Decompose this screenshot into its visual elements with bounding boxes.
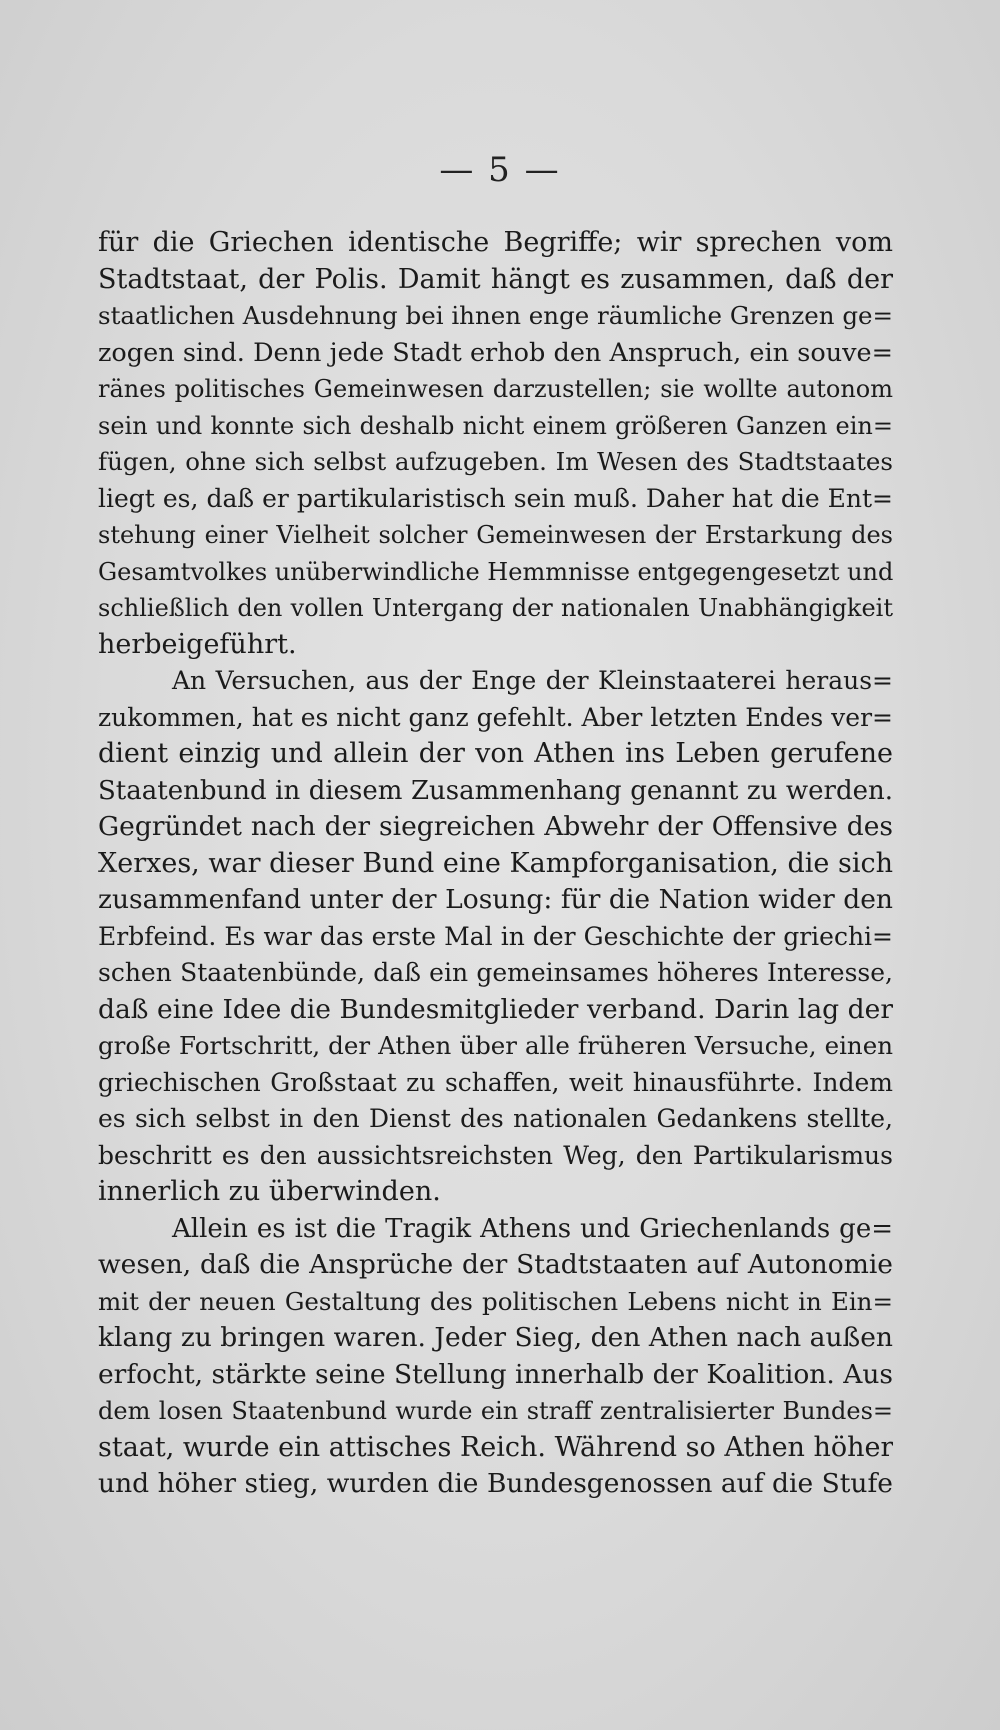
page-number: — 5 —: [439, 150, 561, 190]
text-line: zusammenfand unter der Losung: für die Nation wider den: [98, 884, 893, 915]
text-line: stehung einer Vielheit solcher Gemeinwesen der Erstarkung des: [98, 521, 893, 549]
text-line: staat, wurde ein attisches Reich. Während so Athen höher: [98, 1431, 893, 1463]
text-line: sein und konnte sich deshalb nicht einem größeren Ganzen ein=: [98, 411, 893, 440]
text-line: dem losen Staatenbund wurde ein straff zentralisierter Bundes=: [98, 1397, 893, 1425]
text-line: Allein es ist die Tragik Athens und Griechenlands ge=: [172, 1213, 893, 1244]
text-line: fügen, ohne sich selbst aufzugeben. Im Wesen des Stadtstaates: [98, 447, 893, 476]
text-line: wesen, daß die Ansprüche der Stadtstaaten auf Autonomie: [98, 1249, 893, 1280]
text-line: dient einzig und allein der von Athen ins Leben gerufene: [98, 738, 893, 769]
text-line: daß eine Idee die Bundesmitglieder verband. Darin lag der: [98, 993, 893, 1025]
text-line: Erbfeind. Es war das erste Mal in der Geschichte der griechi=: [98, 921, 893, 951]
text-line: staatlichen Ausdehnung bei ihnen enge räumliche Grenzen ge=: [98, 301, 893, 330]
text-line: liegt es, daß er partikularistisch sein muß. Daher hat die Ent=: [98, 483, 893, 513]
text-line: zukommen, hat es nicht ganz gefehlt. Aber letzten Endes ver=: [98, 702, 893, 732]
text-line: große Fortschritt, der Athen über alle früheren Versuche, einen: [98, 1031, 893, 1060]
text-line: Xerxes, war dieser Bund eine Kampforganisation, die sich: [98, 847, 893, 879]
text-line: innerlich zu überwinden.: [98, 1176, 441, 1207]
text-line: erfocht, stärkte seine Stellung innerhalb der Koalition. Aus: [98, 1358, 893, 1390]
text-line: für die Griechen identische Begriffe; wir sprechen vom: [98, 227, 893, 258]
text-line: herbeigeführt.: [98, 628, 297, 660]
text-line: schen Staatenbünde, daß ein gemeinsames höheres Interesse,: [98, 958, 893, 987]
text-line: Stadtstaat, der Polis. Damit hängt es zusammen, daß der: [98, 263, 893, 295]
text-line: klang zu bringen waren. Jeder Sieg, den Athen nach außen: [98, 1322, 893, 1353]
text-line: zogen sind. Denn jede Stadt erhob den Anspruch, ein souve=: [98, 337, 893, 368]
text-line: beschritt es den aussichtsreichsten Weg, den Partikularismus: [98, 1140, 893, 1170]
text-line: es sich selbst in den Dienst des nationalen Gedankens stellte,: [98, 1104, 893, 1133]
text-line: und höher stieg, wurden die Bundesgenossen auf die Stufe: [98, 1468, 893, 1499]
text-line: griechischen Großstaat zu schaffen, weit hinausführte. Indem: [98, 1067, 893, 1097]
text-line: Staatenbund in diesem Zusammenhang genannt zu werden.: [98, 775, 893, 806]
text-line: ränes politisches Gemeinwesen darzustellen; sie wollte autonom: [98, 375, 893, 403]
text-line: An Versuchen, aus der Enge der Kleinstaaterei heraus=: [172, 666, 893, 695]
text-line: mit der neuen Gestaltung des politischen Lebens nicht in Ein=: [98, 1286, 893, 1316]
text-line: Gesamtvolkes unüberwindliche Hemmnisse entgegengesetzt und: [98, 557, 893, 586]
body-text: [98, 225, 893, 1503]
text-line: Gegründet nach der siegreichen Abwehr der Offensive des: [98, 811, 893, 842]
text-line: schließlich den vollen Untergang der nationalen Unabhängigkeit: [98, 594, 893, 622]
